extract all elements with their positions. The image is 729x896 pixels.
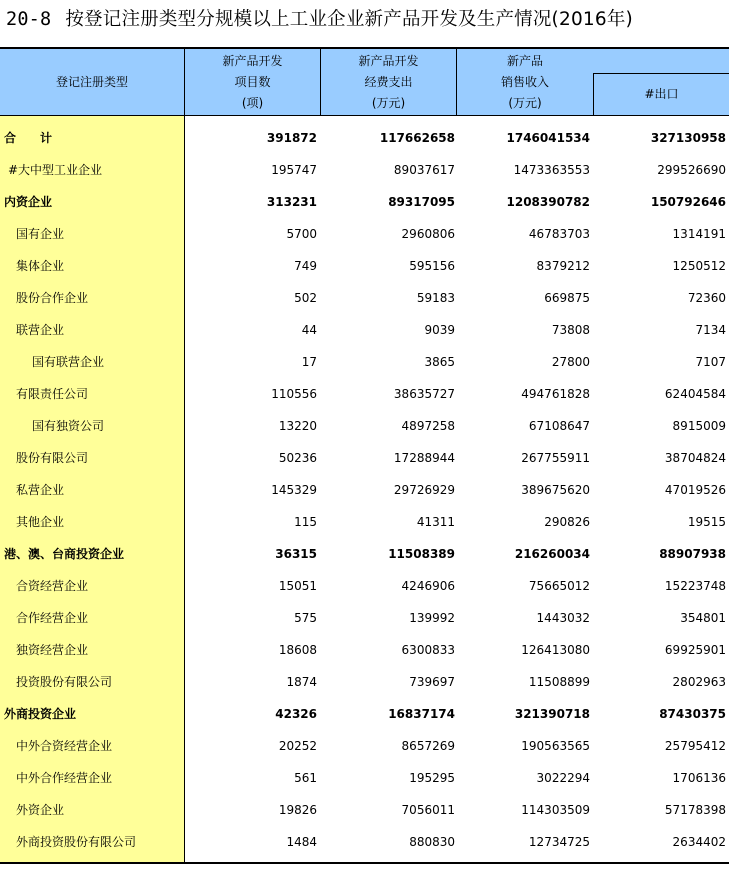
- export-value: 88907938: [659, 547, 726, 561]
- project-count-value: 17: [301, 355, 317, 369]
- sales-revenue-value: 11508899: [528, 675, 590, 689]
- project-count-value: 20252: [278, 739, 317, 753]
- dev-expenditure-value: 139992: [409, 611, 455, 625]
- export-value: 8915009: [672, 419, 726, 433]
- project-count-value: 1484: [286, 835, 317, 849]
- table-title-text: 按登记注册类型分规模以上工业企业新产品开发及生产情况(2016年): [65, 9, 633, 30]
- table-header: [0, 49, 729, 115]
- export-value: 299526690: [657, 163, 726, 177]
- table-row: [0, 506, 729, 538]
- export-value: 72360: [687, 291, 726, 305]
- row-label: 集体企业: [16, 259, 65, 273]
- project-count-value: 50236: [278, 451, 317, 465]
- table-row: [0, 346, 729, 378]
- table-row: [0, 282, 729, 314]
- project-count-value: 110556: [271, 387, 317, 401]
- table-body: [0, 122, 729, 858]
- export-value: 1250512: [672, 259, 726, 273]
- project-count-value: 13220: [278, 419, 317, 433]
- table-row: [0, 250, 729, 282]
- dev-expenditure-value: 7056011: [401, 803, 455, 817]
- export-value: 327130958: [650, 131, 726, 145]
- project-count-value: 145329: [271, 483, 317, 497]
- table-row: [0, 730, 729, 762]
- project-count-value: 115: [294, 515, 317, 529]
- bottom-rule: [0, 862, 729, 864]
- project-count-value: 575: [294, 611, 317, 625]
- sales-revenue-value: 27800: [551, 355, 590, 369]
- export-value: 38704824: [664, 451, 726, 465]
- export-value: 69925901: [664, 643, 726, 657]
- sales-revenue-value: 494761828: [521, 387, 590, 401]
- table-row: [0, 186, 729, 218]
- sales-revenue-value: 1443032: [536, 611, 590, 625]
- export-value: 7134: [695, 323, 726, 337]
- table-row: [0, 378, 729, 410]
- sales-revenue-value: 46783703: [528, 227, 590, 241]
- export-value: 7107: [695, 355, 726, 369]
- row-label: 中外合资经营企业: [16, 739, 113, 753]
- table-row: [0, 122, 729, 154]
- dev-expenditure-value: 3865: [424, 355, 455, 369]
- table-title: [6, 2, 729, 38]
- sales-revenue-value: 126413080: [521, 643, 590, 657]
- dev-expenditure-value: 195295: [409, 771, 455, 785]
- row-label: 有限责任公司: [16, 387, 89, 401]
- project-count-value: 15051: [278, 579, 317, 593]
- sales-revenue-value: 1473363553: [513, 163, 590, 177]
- table-row: [0, 218, 729, 250]
- dev-expenditure-value: 89037617: [393, 163, 455, 177]
- dev-expenditure-value: 4246906: [401, 579, 455, 593]
- header-export: #出口: [593, 73, 729, 115]
- row-label: 国有企业: [16, 227, 65, 241]
- dev-expenditure-value: 11508389: [388, 547, 455, 561]
- export-value: 87430375: [659, 707, 726, 721]
- row-label: 联营企业: [16, 323, 65, 337]
- export-value: 1314191: [672, 227, 726, 241]
- sales-revenue-value: 73808: [551, 323, 590, 337]
- export-value: 57178398: [664, 803, 726, 817]
- export-value: 15223748: [664, 579, 726, 593]
- table-row: [0, 410, 729, 442]
- table-row: [0, 538, 729, 570]
- sales-revenue-value: 190563565: [521, 739, 590, 753]
- dev-expenditure-value: 595156: [409, 259, 455, 273]
- export-value: 1706136: [672, 771, 726, 785]
- row-label: 外商投资股份有限公司: [16, 835, 137, 849]
- project-count-value: 313231: [266, 195, 317, 209]
- sales-revenue-value: 1208390782: [506, 195, 590, 209]
- header-sales-revenue: 新产品 销售收入 (万元): [500, 53, 549, 110]
- table-row: [0, 698, 729, 730]
- row-label: 其他企业: [16, 515, 65, 529]
- table-row: [0, 762, 729, 794]
- dev-expenditure-value: 16837174: [388, 707, 455, 721]
- row-label: 中外合作经营企业: [16, 771, 113, 785]
- export-value: 2802963: [672, 675, 726, 689]
- project-count-value: 42326: [275, 707, 317, 721]
- dev-expenditure-value: 2960806: [401, 227, 455, 241]
- table-row: [0, 442, 729, 474]
- dev-expenditure-value: 59183: [416, 291, 455, 305]
- project-count-value: 502: [294, 291, 317, 305]
- table-row: [0, 314, 729, 346]
- export-value: 2634402: [672, 835, 726, 849]
- table-row: [0, 602, 729, 634]
- dev-expenditure-value: 38635727: [393, 387, 455, 401]
- export-value: 150792646: [650, 195, 726, 209]
- header-dev-expenditure: 新产品开发 经费支出 (万元): [321, 49, 457, 115]
- sales-revenue-value: 267755911: [521, 451, 590, 465]
- project-count-value: 19826: [278, 803, 317, 817]
- sales-revenue-value: 12734725: [528, 835, 590, 849]
- row-label: 股份有限公司: [16, 451, 89, 465]
- project-count-value: 391872: [266, 131, 317, 145]
- row-label: 合 计: [4, 131, 53, 145]
- table-row: [0, 570, 729, 602]
- dev-expenditure-value: 4897258: [401, 419, 455, 433]
- project-count-value: 18608: [278, 643, 317, 657]
- sales-revenue-value: 290826: [544, 515, 590, 529]
- row-label: 股份合作企业: [16, 291, 89, 305]
- sales-revenue-value: 3022294: [536, 771, 590, 785]
- row-label: 国有联营企业: [32, 355, 105, 369]
- table-row: [0, 666, 729, 698]
- sales-revenue-value: 114303509: [521, 803, 590, 817]
- table-row: [0, 794, 729, 826]
- row-label: 国有独资公司: [32, 419, 105, 433]
- dev-expenditure-value: 41311: [416, 515, 455, 529]
- sales-revenue-value: 669875: [544, 291, 590, 305]
- row-label: #大中型工业企业: [8, 163, 103, 177]
- row-label: 外资企业: [16, 803, 65, 817]
- row-label: 外商投资企业: [4, 707, 77, 721]
- table-row: [0, 474, 729, 506]
- dev-expenditure-value: 17288944: [393, 451, 455, 465]
- export-value: 25795412: [664, 739, 726, 753]
- dev-expenditure-value: 880830: [409, 835, 455, 849]
- row-label: 合资经营企业: [16, 579, 89, 593]
- dev-expenditure-value: 9039: [424, 323, 455, 337]
- dev-expenditure-value: 739697: [409, 675, 455, 689]
- row-label: 港、澳、台商投资企业: [4, 547, 125, 561]
- export-value: 62404584: [664, 387, 726, 401]
- project-count-value: 1874: [286, 675, 317, 689]
- project-count-value: 195747: [271, 163, 317, 177]
- project-count-value: 5700: [286, 227, 317, 241]
- export-value: 354801: [680, 611, 726, 625]
- sales-revenue-value: 321390718: [514, 707, 590, 721]
- dev-expenditure-value: 8657269: [401, 739, 455, 753]
- project-count-value: 749: [294, 259, 317, 273]
- table-row: [0, 154, 729, 186]
- sales-revenue-value: 8379212: [536, 259, 590, 273]
- header-registration-type: 登记注册类型: [0, 49, 185, 115]
- sales-revenue-value: 67108647: [528, 419, 590, 433]
- project-count-value: 561: [294, 771, 317, 785]
- export-value: 47019526: [664, 483, 726, 497]
- project-count-value: 44: [301, 323, 317, 337]
- sales-revenue-value: 389675620: [521, 483, 590, 497]
- sales-revenue-value: 216260034: [514, 547, 590, 561]
- dev-expenditure-value: 117662658: [379, 131, 455, 145]
- dev-expenditure-value: 6300833: [401, 643, 455, 657]
- table-row: [0, 826, 729, 858]
- row-label: 投资股份有限公司: [16, 675, 113, 689]
- row-label: 合作经营企业: [16, 611, 89, 625]
- export-value: 19515: [687, 515, 726, 529]
- sales-revenue-value: 1746041534: [506, 131, 590, 145]
- row-label: 私营企业: [16, 483, 65, 497]
- table-number: 20-8: [6, 9, 52, 30]
- project-count-value: 36315: [275, 547, 317, 561]
- row-label: 内资企业: [4, 195, 53, 209]
- sales-revenue-value: 75665012: [528, 579, 590, 593]
- table-row: [0, 634, 729, 666]
- dev-expenditure-value: 89317095: [388, 195, 455, 209]
- dev-expenditure-value: 29726929: [393, 483, 455, 497]
- header-project-count: 新产品开发 项目数 (项): [185, 49, 321, 115]
- row-label: 独资经营企业: [16, 643, 89, 657]
